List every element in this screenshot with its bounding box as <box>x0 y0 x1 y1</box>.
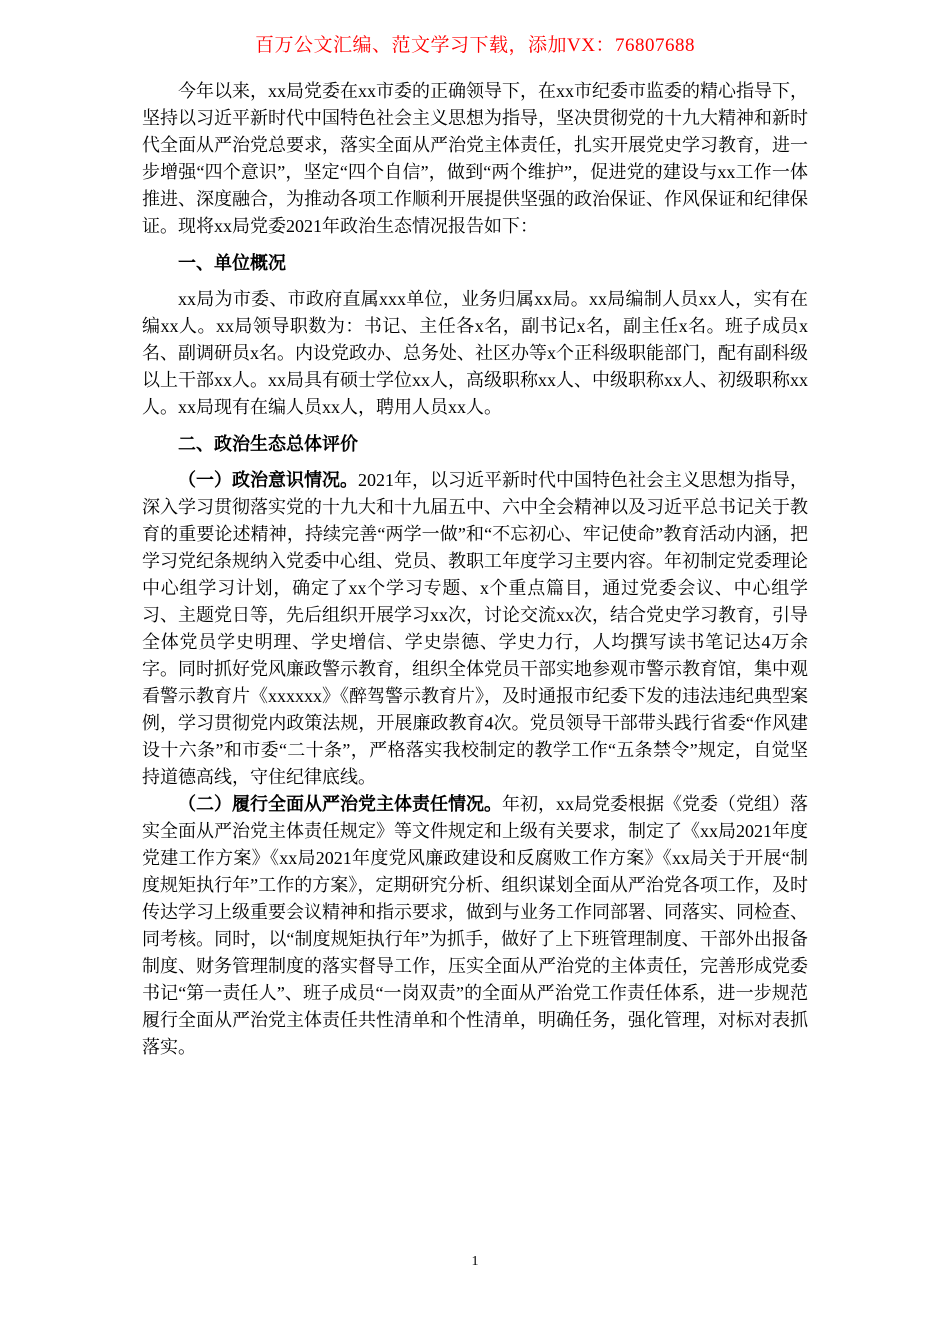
paragraph-political-awareness <box>142 467 808 791</box>
paragraph-unit-overview: xx局为市委、市政府直属xxx单位，业务归属xx局。xx局编制人员xx人，实有在编xx人。xx局领导职数为：书记、主任各x名，副书记x名，副主任x名。班子成员x名、副调研员x名。内设党政办、总务处、社区办等x个正科级职能部门，配有副科级以上干部xx人。xx局具有硕士学位xx人，高级职称xx人、中级职称xx人、初级职称xx人。xx局现有在编人员xx人，聘用人员xx人。 <box>142 289 808 417</box>
paragraph-intro: 今年以来，xx局党委在xx市委的正确领导下，在xx市纪委市监委的精心指导下，坚持以习近平新时代中国特色社会主义思想为指导，坚决贯彻党的十九大精神和新时代全面从严治党总要求，落实全面从严治党主体责任，扎实开展党史学习教育，进一步增强“四个意识”，坚定“四个自信”，做到“两个维护”，促进党的建设与xx工作一体推进、深度融合，为推动各项工作顺利开展提供坚强的政治保证、作风保证和纪律保证。现将xx局党委2021年政治生态情况报告如下： <box>142 81 808 236</box>
header-notice: 百万公文汇编、范文学习下载，添加VX：76807688 <box>255 35 695 56</box>
paragraph-political-awareness-lead: （一）政治意识情况。 <box>178 470 358 490</box>
paragraph-responsibility <box>142 791 808 1061</box>
document-body <box>142 78 808 1061</box>
heading-section-political-eval: 二、政治生态总体评价 <box>178 434 358 454</box>
page-number: 1 <box>471 1254 479 1269</box>
heading-section-unit-overview: 一、单位概况 <box>178 253 286 273</box>
paragraph-political-awareness-body: 2021年，以习近平新时代中国特色社会主义思想为指导，深入学习贯彻落实党的十九大和十九届五中、六中全会精神以及习近平总书记关于教育的重要论述精神，持续完善“两学一做”和“不忘初心、牢记使命”教育活动内涵，把学习党纪条规纳入党委中心组、党员、教职工年度学习主要内容。年初制定党委理论中心组学习计划，确定了xx个学习专题、x个重点篇目，通过党委会议、中心组学习、主题党日等，先后组织开展学习xx次，讨论交流xx次，结合党史学习教育，引导全体党员学史明理、学史增信、学史崇德、学史力行，人均撰写读书笔记达4万余字。同时抓好党风廉政警示教育，组织全体党员干部实地参观市警示教育馆，集中观看警示教育片《xxxxxx》《醉驾警示教育片》，及时通报市纪委下发的违法违纪典型案例，学习贯彻党内政策法规，开展廉政教育4次。党员领导干部带头践行省委“作风建设十六条”和市委“二十条”，严格落实我校制定的教学工作“五条禁令”规定，自觉坚持道德高线，守住纪律底线。 <box>142 470 808 787</box>
paragraph-responsibility-lead: （二）履行全面从严治党主体责任情况。 <box>178 794 502 814</box>
paragraph-responsibility-body: 年初，xx局党委根据《党委（党组）落实全面从严治党主体责任规定》等文件规定和上级有关要求，制定了《xx局2021年度党建工作方案》《xx局2021年度党风廉政建设和反腐败工作方案》《xx局关于开展“制度规矩执行年”工作的方案》，定期研究分析、组织谋划全面从严治党各项工作，及时传达学习上级重要会议精神和指示要求，做到与业务工作同部署、同落实、同检查、同考核。同时，以“制度规矩执行年”为抓手，做好了上下班管理制度、干部外出报备制度、财务管理制度的落实督导工作，压实全面从严治党的主体责任，完善形成党委书记“第一责任人”、班子成员“一岗双责”的全面从严治党工作责任体系，进一步规范履行全面从严治党主体责任共性清单和个性清单，明确任务，强化管理，对标对表抓落实。 <box>142 794 808 1057</box>
